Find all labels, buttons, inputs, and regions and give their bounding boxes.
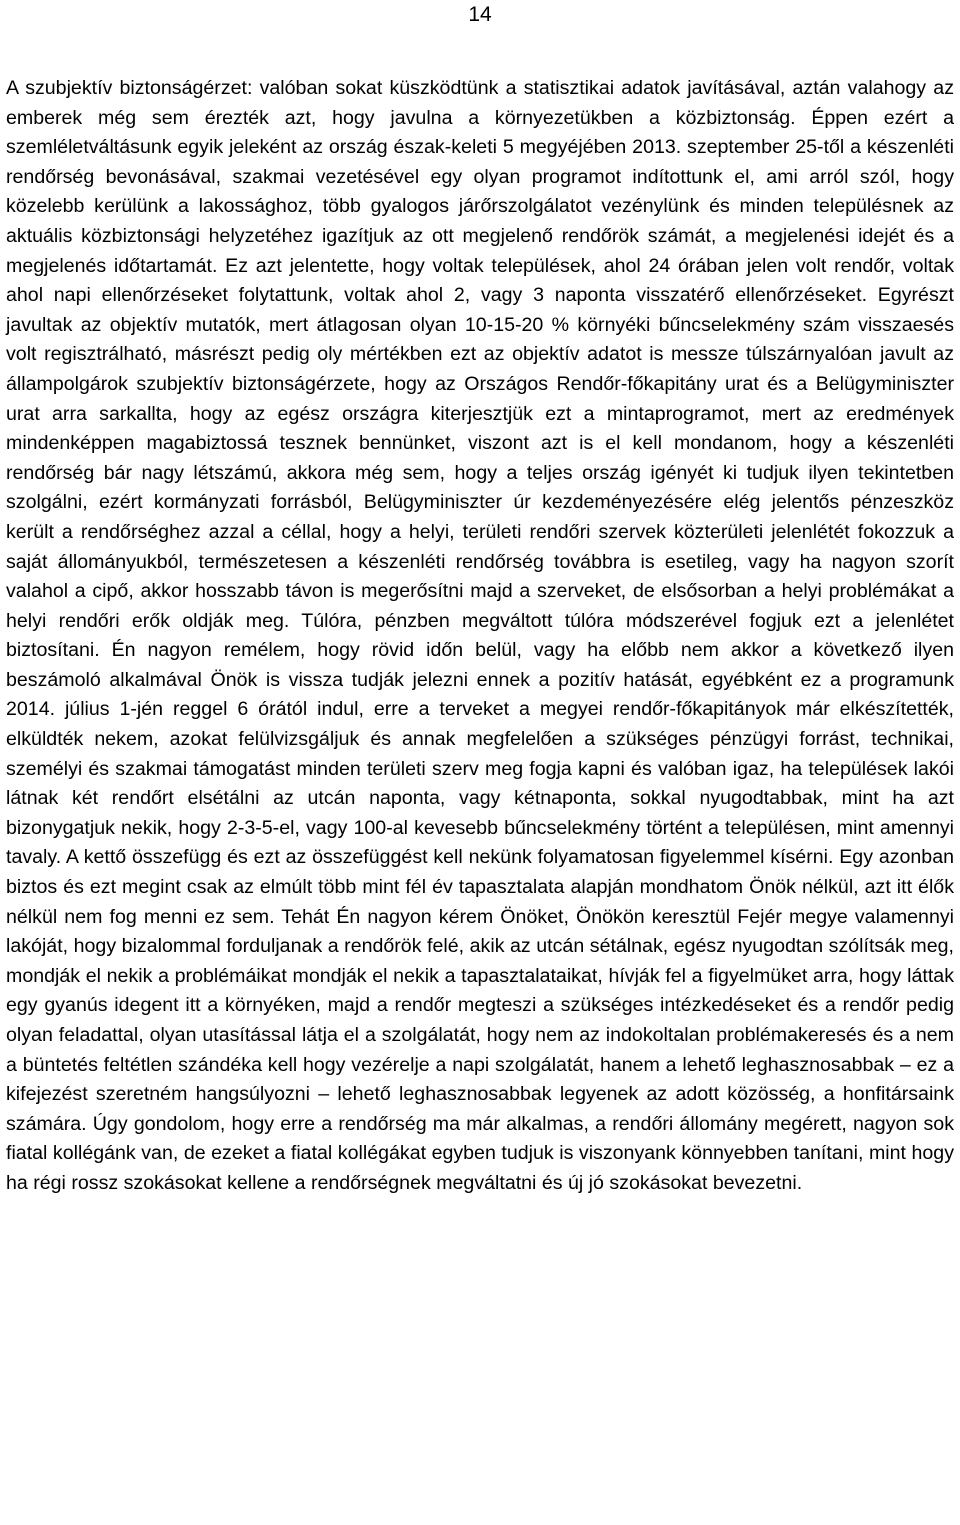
- body-paragraph: A szubjektív biztonságérzet: valóban sokat küszködtünk a statisztikai adatok javításával, aztán valahogy az emberek még sem érezték azt, hogy javulna a környezetükben a közbiztonság. Éppen ezért a szemléletváltásunk egyik jeleként az ország észak-keleti 5 megyéjében 2013. szeptember 25-től a készenléti rendőrség bevonásával, szakmai vezetésével egy olyan programot indítottunk el, ami arról szól, hogy közelebb kerülünk a lakossághoz, több gyalogos járőrszolgálatot vezénylünk és minden településnek az aktuális közbiztonsági helyzetéhez igazítjuk az ott megjelenő rendőrök számát, a megjelenési idejét és a megjelenés időtartamát. Ez azt jelentette, hogy voltak települések, ahol 24 órában jelen volt rendőr, voltak ahol napi ellenőrzéseket folytattunk, voltak ahol 2, vagy 3 naponta visszatérő ellenőrzéseket. Egyrészt javultak az objektív mutatók, mert átlagosan olyan 10-15-20 % környéki bűncselekmény szám visszaesés volt regisztrálható, másrészt pedig oly mértékben ezt az objektív adatot is messze túlszárnyalóan javult az állampolgárok szubjektív biztonságérzete, hogy az Országos Rendőr-főkapitány urat és a Belügyminiszter urat arra sarkallta, hogy az egész országra kiterjesztjük ezt a mintaprogramot, mert az eredmények mindenképpen magabiztossá tesznek bennünket, viszont azt is el kell mondanom, hogy a készenléti rendőrség bár nagy létszámú, akkora még sem, hogy a teljes ország igényét ki tudjuk ilyen tekintetben szolgálni, ezért kormányzati forrásból, Belügyminiszter úr kezdeményezésére elég jelentős pénzeszköz került a rendőrséghez azzal a céllal, hogy a helyi, területi rendőri szervek közterületi jelenlétét fokozzuk a saját állományukból, természetesen a készenléti rendőrség továbbra is esetileg, vagy ha nagyon szorít valahol a cipő, akkor hosszabb távon is megerősítni majd a szerveket, de elsősorban a helyi problémákat a helyi rendőri erők oldják meg. Túlóra, pénzben megváltott túlóra módszerével fogjuk ezt a jelenlétet biztosítani. Én nagyon remélem, hogy rövid időn belül, vagy ha előbb nem akkor a következő ilyen beszámoló alkalmával Önök is vissza tudják jelezni ennek a pozitív hatását, egyébként ez a programunk 2014. július 1-jén reggel 6 órától indul, erre a terveket a megyei rendőr-főkapitányok már elkészítették, elküldték nekem, azokat felülvizsgáljuk és annak megfelelően a szükséges pénzügyi forrást, technikai, személyi és szakmai támogatást minden területi szerv meg fogja kapni és valóban igaz, ha települések lakói látnak két rendőrt elsétálni az utcán naponta, vagy kétnaponta, sokkal nyugodtabbak, mint ha azt bizonygatjuk nekik, hogy 2-3-5-el, vagy 100-al kevesebb bűncselekmény történt a településen, mint amennyi tavaly. A kettő összefügg és ezt az összefüggést kell nekünk folyamatosan figyelemmel kísérni. Egy azonban biztos és ezt megint csak az elmúlt több mint fél év tapasztalata alapján mondhatom Önök nélkül, azt itt élők nélkül nem fog menni ez sem. Tehát Én nagyon kérem Önöket, Önökön keresztül Fejér megye valamennyi lakóját, hogy bizalommal forduljanak a rendőrök felé, akik az utcán sétálnak, egész nyugodtan szólítsák meg, mondják el nekik a problémáikat mondják el nekik a tapasztalataikat, hívják fel a figyelmüket arra, hogy láttak egy gyanús idegent itt a környéken, majd a rendőr megteszi a szükséges intézkedéseket és a rendőr pedig olyan feladattal, olyan utasítással látja el a szolgálatát, hogy nem az indokoltalan problémakeresés és a nem a büntetés feltétlen szándéka kell hogy vezérelje a napi szolgálatát, hanem a lehető leghasznosabbak – ez a kifejezést szeretném hangsúlyozni – lehető leghasznosabbak legyenek az adott közösség, a honfitársaink számára. Úgy gondolom, hogy erre a rendőrség ma már alkalmas, a rendőri állomány megérett, nagyon sok fiatal kollégánk van, de ezeket a fiatal kollégákat egyben tudjuk is viszonyank könnyebben tanítani, mint hogy ha régi rossz szokásokat kellene a rendőrségnek megváltatni és új jó szokásokat bevezetni.: [6, 77, 954, 1194]
- page-number: 14: [468, 3, 492, 26]
